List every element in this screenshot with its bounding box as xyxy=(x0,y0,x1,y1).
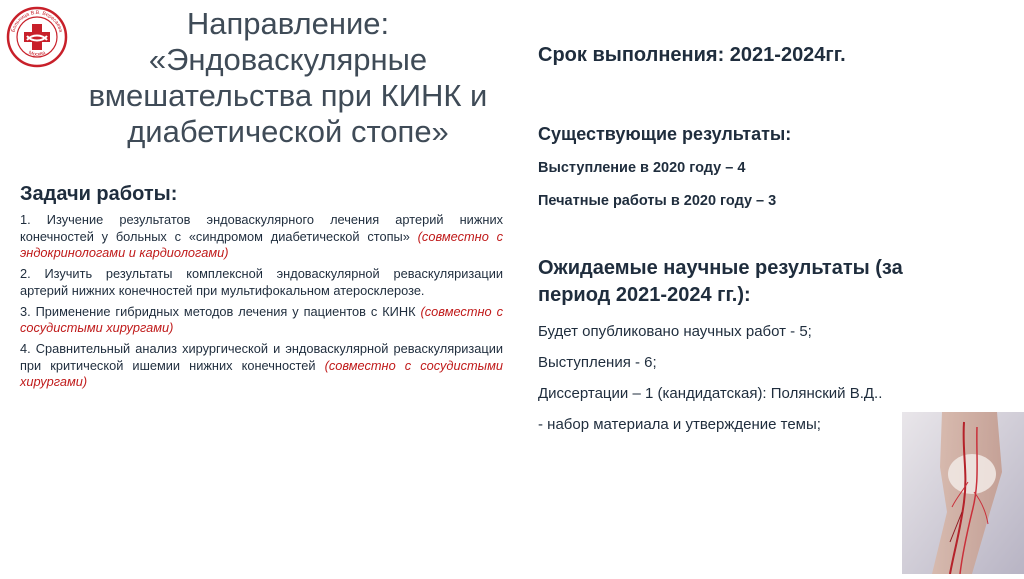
logo-bottom-text: Москва xyxy=(27,50,47,58)
task-note: (совместно с эндокринологами и кардиологами) xyxy=(20,228,504,260)
slide-title xyxy=(70,6,506,150)
title-line-1: Направление: xyxy=(186,6,390,41)
title-line-2: «Эндоваскулярные xyxy=(148,42,428,77)
title-line-3: вмешательства при КИНК и xyxy=(88,78,488,113)
expected-result-item: Выступления - 6; xyxy=(538,354,657,371)
task-item xyxy=(20,341,503,391)
title-line-4: диабетической стопе» xyxy=(127,114,449,149)
hospital-emblem-icon xyxy=(6,6,68,68)
hospital-logo xyxy=(6,6,68,68)
leg-vessels-illustration xyxy=(902,412,1024,574)
task-text: 2. Изучить результаты комплексной эндоваскулярной реваскуляризации артерий нижних конечностей при мультифокальном атеросклерозе. xyxy=(20,266,503,298)
expected-results-heading: Ожидаемые научные результаты (за период 2021-2024 гг.): xyxy=(538,257,903,306)
task-note: (совместно с сосудистыми хирургами) xyxy=(20,303,503,335)
task-item xyxy=(20,266,503,299)
expected-result-item: Будет опубликовано научных работ - 5; xyxy=(538,323,812,340)
tasks-heading: Задачи работы: xyxy=(20,183,178,205)
task-text: 1. Изучение результатов эндоваскулярного лечения артерий нижних конечностей у больных с «синдромом диабетической стопы» xyxy=(20,212,503,244)
existing-result-item: Выступление в 2020 году – 4 xyxy=(538,160,746,176)
expected-result-item: Диссертации – 1 (кандидатская): Полянский В.Д.. xyxy=(538,385,883,402)
tasks-list xyxy=(20,212,503,395)
task-item xyxy=(20,212,503,262)
existing-results-heading: Существующие результаты: xyxy=(538,124,792,144)
leg-illustration-icon xyxy=(902,412,1024,574)
existing-result-item: Печатные работы в 2020 году – 3 xyxy=(538,193,777,209)
task-note: (совместно с сосудистыми хирургами) xyxy=(20,357,503,389)
expected-result-item: - набор материала и утверждение темы; xyxy=(538,416,821,433)
deadline: Срок выполнения: 2021-2024гг. xyxy=(538,44,846,66)
task-text: 3. Применение гибридных методов лечения у пациентов с КИНК xyxy=(20,303,416,319)
task-text: 4. Сравнительный анализ хирургической и эндоваскулярной реваскуляризации при критической ишемии нижних конечностей xyxy=(20,341,503,373)
logo-top-text: Больница В.В. Вересаева xyxy=(10,9,64,33)
task-item xyxy=(20,304,503,337)
